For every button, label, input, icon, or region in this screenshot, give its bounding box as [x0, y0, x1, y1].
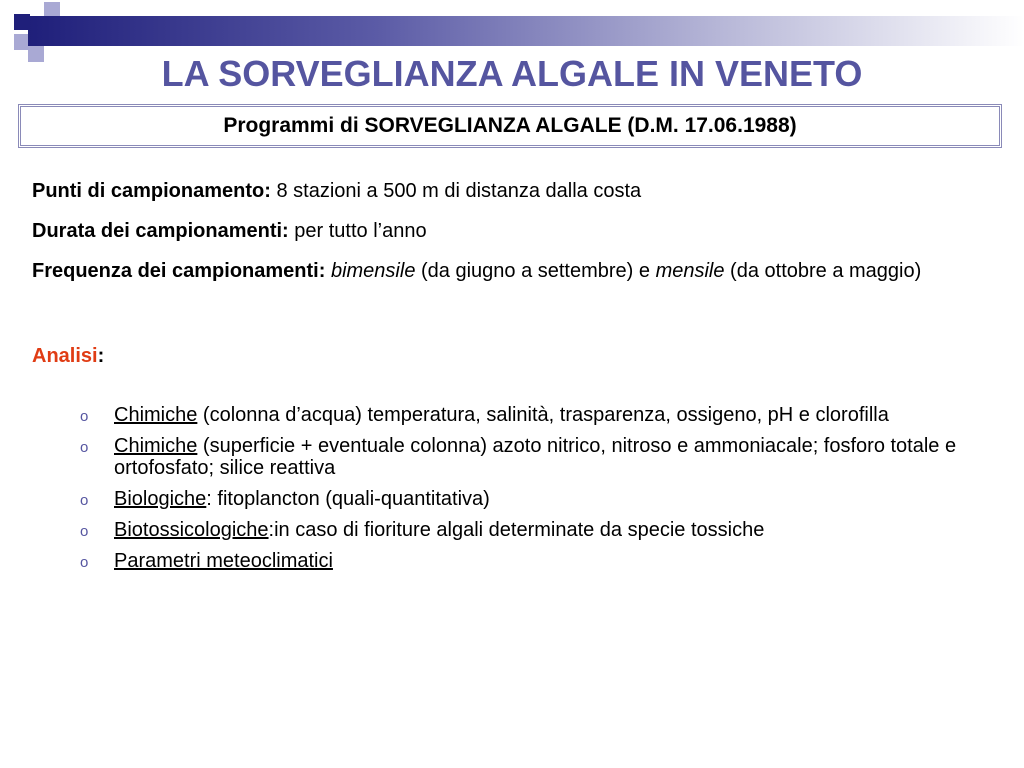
list-item [80, 519, 990, 541]
slide-title: LA SORVEGLIANZA ALGALE IN VENETO [161, 53, 863, 94]
analisi-heading [32, 344, 104, 368]
list-item [80, 488, 990, 510]
punti-text: 8 stazioni a 500 m di distanza dalla costa [270, 180, 642, 202]
bullet-icon: o [80, 523, 89, 540]
analisi-colon: : [97, 345, 105, 367]
bullet-icon: o [80, 439, 89, 456]
bullet-icon: o [80, 554, 89, 571]
list-item-text: (colonna d’acqua) temperatura, salinità, trasparenza, ossigeno, pH e clorofilla [197, 404, 889, 426]
analisi-label: Analisi [32, 345, 98, 367]
durata-text: per tutto l’anno [288, 220, 427, 242]
frequenza-text-2: (da ottobre a maggio) [724, 260, 922, 282]
paragraph-durata [32, 219, 990, 243]
list-item-text: (superficie + eventuale colonna) azoto nitrico, nitroso e ammoniacale; fosforo totale e ortofosfato; silice reattiva [114, 435, 957, 479]
list-item-term: Parametri meteoclimatici [114, 550, 333, 572]
paragraph-frequenza [32, 259, 1024, 283]
bullet-icon: o [80, 492, 89, 509]
list-item [80, 550, 990, 572]
punti-label: Punti di campionamento: [32, 180, 271, 202]
list-item [80, 435, 990, 479]
frequenza-mensile: mensile [655, 260, 725, 282]
bullet-icon: o [80, 408, 89, 425]
frequenza-text-1: (da giugno a settembre) e [415, 260, 656, 282]
frequenza-bimensile: bimensile [330, 260, 416, 282]
list-item-term: Chimiche [114, 404, 198, 426]
slide-subtitle: Programmi di SORVEGLIANZA ALGALE (D.M. 17.06.1988) [223, 114, 797, 137]
list-item-text: :in caso di fioriture algali determinate da specie tossiche [268, 519, 765, 541]
list-item [80, 404, 990, 426]
durata-label: Durata dei campionamenti: [32, 220, 289, 242]
header-gradient-bar [28, 16, 1024, 46]
list-item-text: : fitoplancton (quali-quantitativa) [206, 488, 490, 510]
paragraph-punti [32, 179, 990, 203]
analisi-list [80, 404, 990, 581]
frequenza-label: Frequenza dei campionamenti: [32, 260, 326, 282]
list-item-term: Biotossicologiche [114, 519, 269, 541]
list-item-term: Biologiche [114, 488, 207, 510]
list-item-term: Chimiche [114, 435, 198, 457]
subtitle-box [18, 104, 1002, 148]
